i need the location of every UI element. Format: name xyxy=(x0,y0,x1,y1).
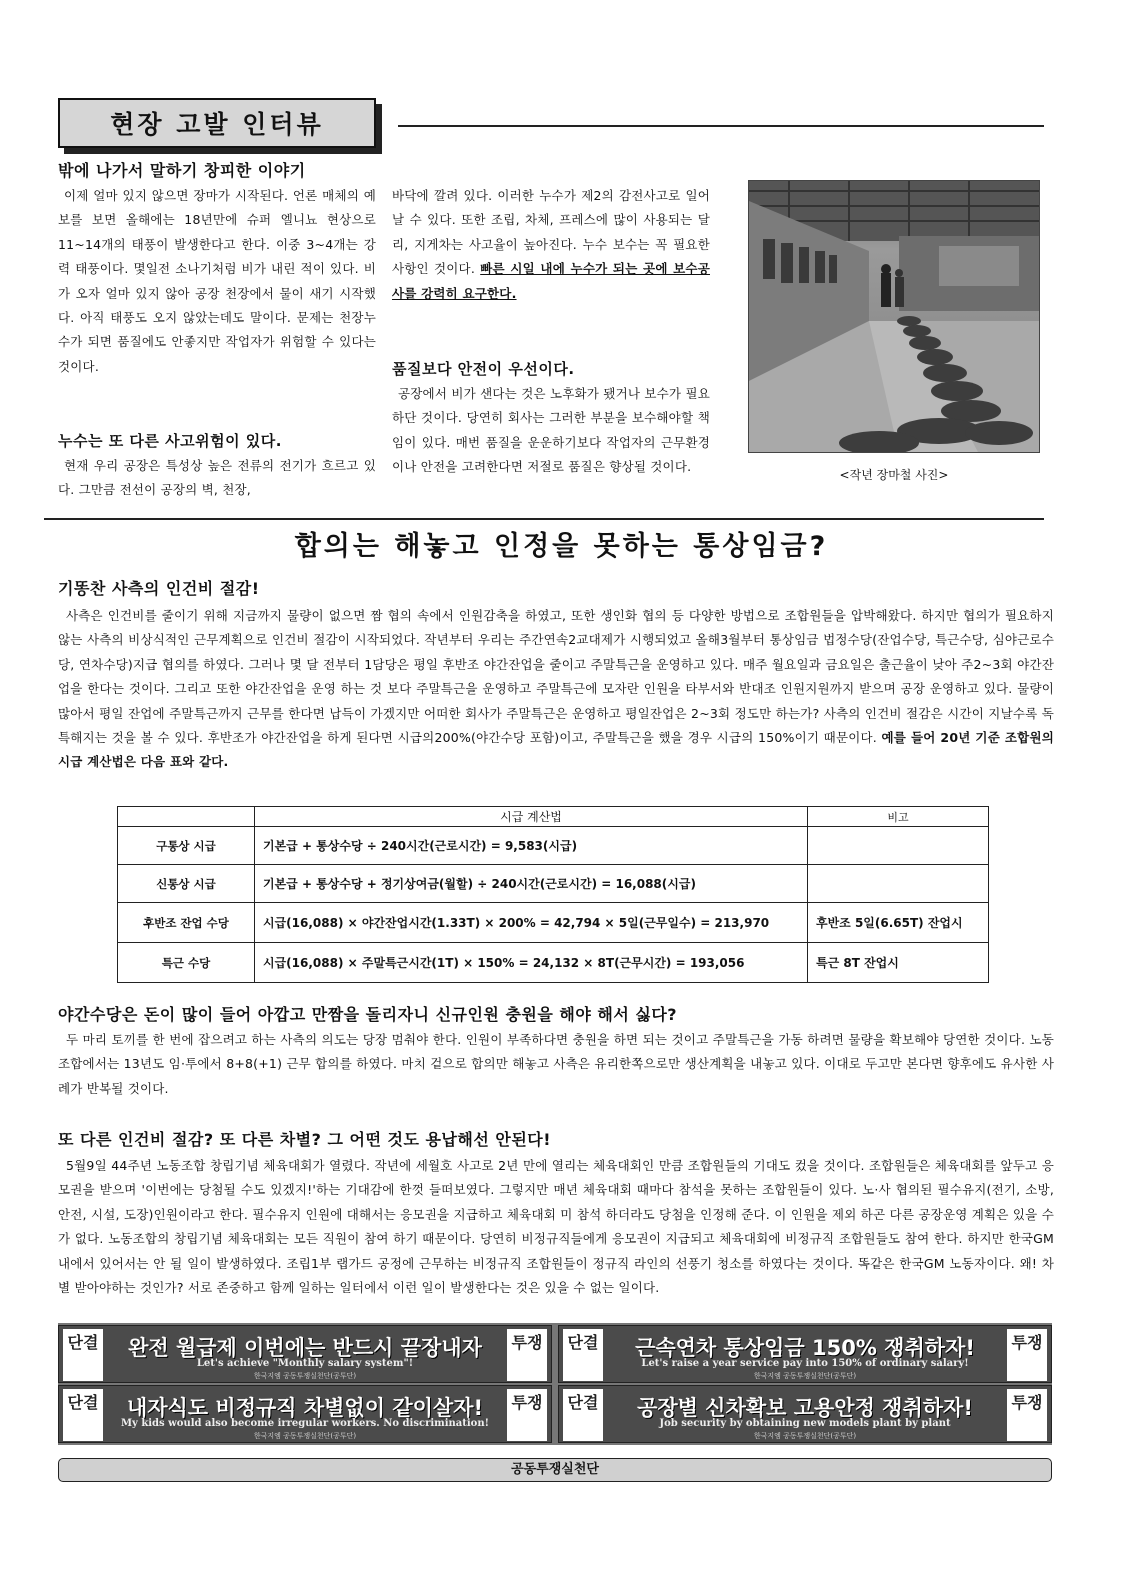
banner-tag-left: 단결 xyxy=(563,1389,603,1441)
banner-tag-right: 투쟁 xyxy=(507,1389,547,1441)
banner-english: Job security by obtaining new models plant by plant xyxy=(659,1418,951,1429)
row-formula: 기본급 + 통상수당 ÷ 240시간(근로시간) = 9,583(시급) xyxy=(255,827,808,865)
banner-slogan: 근속연차 통상임금 150% 쟁취하자! xyxy=(635,1336,975,1360)
row-note xyxy=(808,827,989,865)
banner-english: Let's achieve "Monthly salary system"! xyxy=(196,1358,414,1369)
table-row xyxy=(118,827,989,865)
row-formula: 시급(16,088) × 주말특근시간(1T) × 150% = 24,132 × 8T(근무시간) = 193,056 xyxy=(255,943,808,983)
factory-floor-illustration xyxy=(749,181,1040,453)
paragraph-night-pay: 두 마리 토끼를 한 번에 잡으려고 하는 사측의 의도는 당장 멈춰야 한다. 인원이 부족하다면 충원을 하면 되는 것이고 주말특근을 가동 하려면 물량을 확보해야 당연한 것이다. 노동조합에서는 13년도 임·투에서 8+8(+1) 근무 합의를 하였다. 마치 겉으로 합의만 해놓고 사측은 유리한쪽으로만 생산계획을 내놓고 있다. 이대로 두고만 본다면 향후에도 유사한 사례가 반복될 것이다. xyxy=(58,1032,1054,1096)
banner-slogan: 내자식도 비정규직 차별없이 같이살자! xyxy=(126,1396,484,1420)
row-note: 특근 8T 잔업시 xyxy=(808,943,989,983)
wage-calc-table xyxy=(117,806,989,983)
row-label: 특근 수당 xyxy=(118,943,255,983)
row-formula: 기본급 + 통상수당 + 정기상여금(월할) ÷ 240시간(근로시간) = 16,088(시급) xyxy=(255,865,808,903)
banner-tag-right: 투쟁 xyxy=(1007,1389,1047,1441)
subheading-cost-cutting: 기똥찬 사측의 인건비 절감! xyxy=(58,579,260,598)
section-header: 현장 고발 인터뷰 xyxy=(110,110,324,139)
paragraph-cost-cutting-text: 사측은 인건비를 줄이기 위해 지금까지 물량이 없으면 짬 협의 속에서 인원감축을 하였고, 또한 생인화 협의 등 다양한 방법으로 조합원들을 압박해왔다. 하지만 협의가 필요하지 않는 사측의 비상식적인 근무계획으로 인건비 절감이 시작되었다. 작년부터 우리는 주간연속2교대제가 시행되었고 올해3월부터 통상임금 법정수당(잔업수당, 특근수당, 심야근로수당, 연차수당)지급 협의를 하였다. 그러나 몇 달 전부터 1담당은 평일 후반조 야간잔업을 줄이고 주말특근을 운영하고 있다. 매주 월요일과 금요일은 출근율이 낮아 주2~3회 야간잔업을 한다는 것이다. 그리고 또한 야간잔업을 운영 하는 것 보다 주말특근을 운영하고 주말특근에 모자란 인원을 타부서와 반대조 인원지원까지 받으며 공장 운영하고 있다. 물량이 많아서 평일 잔업에 주말특근까지 근무를 한다면 납득이 가겠지만 어떠한 회사가 주말특근은 운영하고 평일잔업은 2~3회 정도만 하는가? 사측의 인건비 절감은 시간이 지날수록 독특해지는 것을 볼 수 있다. 후반조가 야간잔업을 하게 된다면 시급의200%(야간수당 포함)이고, 주말특근을 했을 경우 시급의 150%이기 때문이다. xyxy=(58,608,1054,746)
col2-paragraph-1 xyxy=(392,184,710,306)
banner-job-security xyxy=(558,1385,1052,1443)
col1-paragraph-2: 현재 우리 공장은 특성상 높은 전류의 전기가 흐르고 있다. 그만큼 전선이 공장의 벽, 천장, xyxy=(58,458,376,498)
banner-photo-strip xyxy=(58,1323,1052,1445)
table-row xyxy=(118,865,989,903)
banner-tag-left: 단결 xyxy=(563,1329,603,1381)
banner-tag-right: 투쟁 xyxy=(1007,1329,1047,1381)
banner-english: Let's raise a year service pay into 150% of ordinary salary! xyxy=(641,1358,969,1369)
main-headline: 합의는 해놓고 인정을 못하는 통상임금? xyxy=(294,531,829,562)
banner-no-discrimination xyxy=(58,1385,552,1443)
col2-paragraph-1-text: 바닥에 깔려 있다. 이러한 누수가 제2의 감전사고로 일어날 수 있다. 또한 조립, 차체, 프레스에 많이 사용되는 달리, 지게차는 사고율이 높아진다. 누수 보수는 꼭 필요한 사항인 것이다. xyxy=(392,188,710,277)
table-row xyxy=(118,943,989,983)
article-title: 밖에 나가서 말하기 창피한 이야기 xyxy=(58,161,306,180)
banner-org: 한국지엠 공동투쟁실천단(공투단) xyxy=(253,1372,357,1380)
factory-leak-photo xyxy=(748,180,1040,453)
banner-tag-right: 투쟁 xyxy=(507,1329,547,1381)
banner-slogan: 공장별 신차확보 고용안정 쟁취하자! xyxy=(637,1396,973,1420)
table-header-row xyxy=(118,807,989,827)
table-header-note: 비고 xyxy=(808,807,989,827)
col1-subheading: 누수는 또 다른 사고위험이 있다. xyxy=(58,432,282,450)
section-divider xyxy=(44,518,1044,520)
section-header-box xyxy=(58,98,376,148)
row-formula: 시급(16,088) × 야간잔업시간(1.33T) × 200% = 42,794 × 5일(근무일수) = 213,970 xyxy=(255,903,808,943)
wage-calc-table-wrap xyxy=(117,806,989,983)
paragraph-discrimination: 5월9일 44주년 노동조합 창립기념 체육대회가 열렸다. 작년에 세월호 사고로 2년 만에 열리는 체육대회인 만큼 조합원들의 기대도 컸을 것이다. 조합원들은 체육대회를 앞두고 응모권을 받으며 '이번에는 당첨될 수도 있겠지!'하는 기대감에 한껏 들떠보였다. 그렇지만 매년 체육대회 때마다 참석을 못하는 조합원들이 있다. 노·사 협의된 필수유지(전기, 소방, 안전, 시설, 도장)인원이라고 한다. 필수유지 인원에 대해서는 응모권을 지급하고 체육대회 미 참석 하더라도 당첨을 인정해 준다. 이 인원을 제외 하곤 다른 공장운영 계획은 있을 수가 없다. 노동조합의 창립기념 체육대회는 모든 직원이 참여 하기 때문이다. 당연히 비정규직들에게 응모권이 지급되고 체육대회에 비정규직 조합원들도 참여 한다. 하지만 한국GM 내에서 있어서는 안 될 일이 발생하였다. 조립1부 랩가드 공정에 근무하는 비정규직 조합원들이 정규직 라인의 선풍기 청소를 하였다는 것이다. 똑같은 한국GM 노동자이다. 왜! 차별 받아야하는 것인가? 서로 존중하고 함께 일하는 일터에서 이런 일이 발생한다는 것은 있을 수 없는 일이다. xyxy=(58,1158,1054,1296)
banner-tag-left: 단결 xyxy=(63,1389,103,1441)
banner-monthly-salary xyxy=(58,1325,552,1383)
row-label: 구통상 시급 xyxy=(118,827,255,865)
subheading-night-pay: 야간수당은 돈이 많이 들어 아깝고 만짬을 돌리자니 신규인원 충원을 해야 해서 싫다? xyxy=(58,1005,678,1024)
paragraph-cost-cutting xyxy=(58,604,1054,775)
col1-paragraph-1: 이제 얼마 있지 않으면 장마가 시작된다. 언론 매체의 예보를 보면 올해에는 18년만에 슈퍼 엘니뇨 현상으로 11~14개의 태풍이 발생한다고 한다. 이중 3~4개는 강력 태풍이다. 몇일전 소나기처럼 비가 내린 적이 있다. 비가 오자 얼마 있지 않아 공장 천장에서 물이 새기 시작했다. 아직 태풍도 오지 않았는데도 말이다. 문제는 천장누수가 되면 품질에도 안좋지만 작업자가 위험할 수 있다는 것이다. xyxy=(58,188,376,374)
table-header-empty xyxy=(118,807,255,827)
subheading-discrimination: 또 다른 인건비 절감? 또 다른 차별? 그 어떤 것도 용납해선 안된다! xyxy=(58,1130,552,1149)
footer-org-name: 공동투쟁실천단 xyxy=(58,1458,1052,1482)
banner-slogan: 완전 월급제 이번에는 반드시 끝장내자 xyxy=(128,1336,482,1360)
row-label: 신통상 시급 xyxy=(118,865,255,903)
row-label: 후반조 잔업 수당 xyxy=(118,903,255,943)
paragraph-cost-cutting-bold: 예를 들어 20년 기준 조합원의 시급 계산법은 다음 표와 같다. xyxy=(58,730,1054,770)
col2-paragraph-2: 공장에서 비가 샌다는 것은 노후화가 됐거나 보수가 필요하단 것이다. 당연히 회사는 그러한 부분을 보수해야할 책임이 있다. 매번 품질을 운운하기보다 작업자의 근무환경이나 안전을 고려한다면 저절로 품질은 향상될 것이다. xyxy=(392,386,710,475)
row-note: 후반조 5일(6.65T) 잔업시 xyxy=(808,903,989,943)
banner-service-pay xyxy=(558,1325,1052,1383)
banner-org: 한국지엠 공동투쟁실천단(공투단) xyxy=(753,1432,857,1440)
banner-english: My kids would also become irregular workers. No discrimination! xyxy=(120,1418,490,1429)
banner-tag-left: 단결 xyxy=(63,1329,103,1381)
col2-subheading: 품질보다 안전이 우선이다. xyxy=(392,360,575,378)
row-note xyxy=(808,865,989,903)
table-header-calc: 시급 계산법 xyxy=(255,807,808,827)
photo-caption: <작년 장마철 사진> xyxy=(839,468,949,482)
col2-demand-text: 빠른 시일 내에 누수가 되는 곳에 보수공사를 강력히 요구한다. xyxy=(392,261,710,301)
header-rule xyxy=(398,125,1044,127)
table-row xyxy=(118,903,989,943)
banner-org: 한국지엠 공동투쟁실천단(공투단) xyxy=(253,1432,357,1440)
banner-org: 한국지엠 공동투쟁실천단(공투단) xyxy=(753,1372,857,1380)
